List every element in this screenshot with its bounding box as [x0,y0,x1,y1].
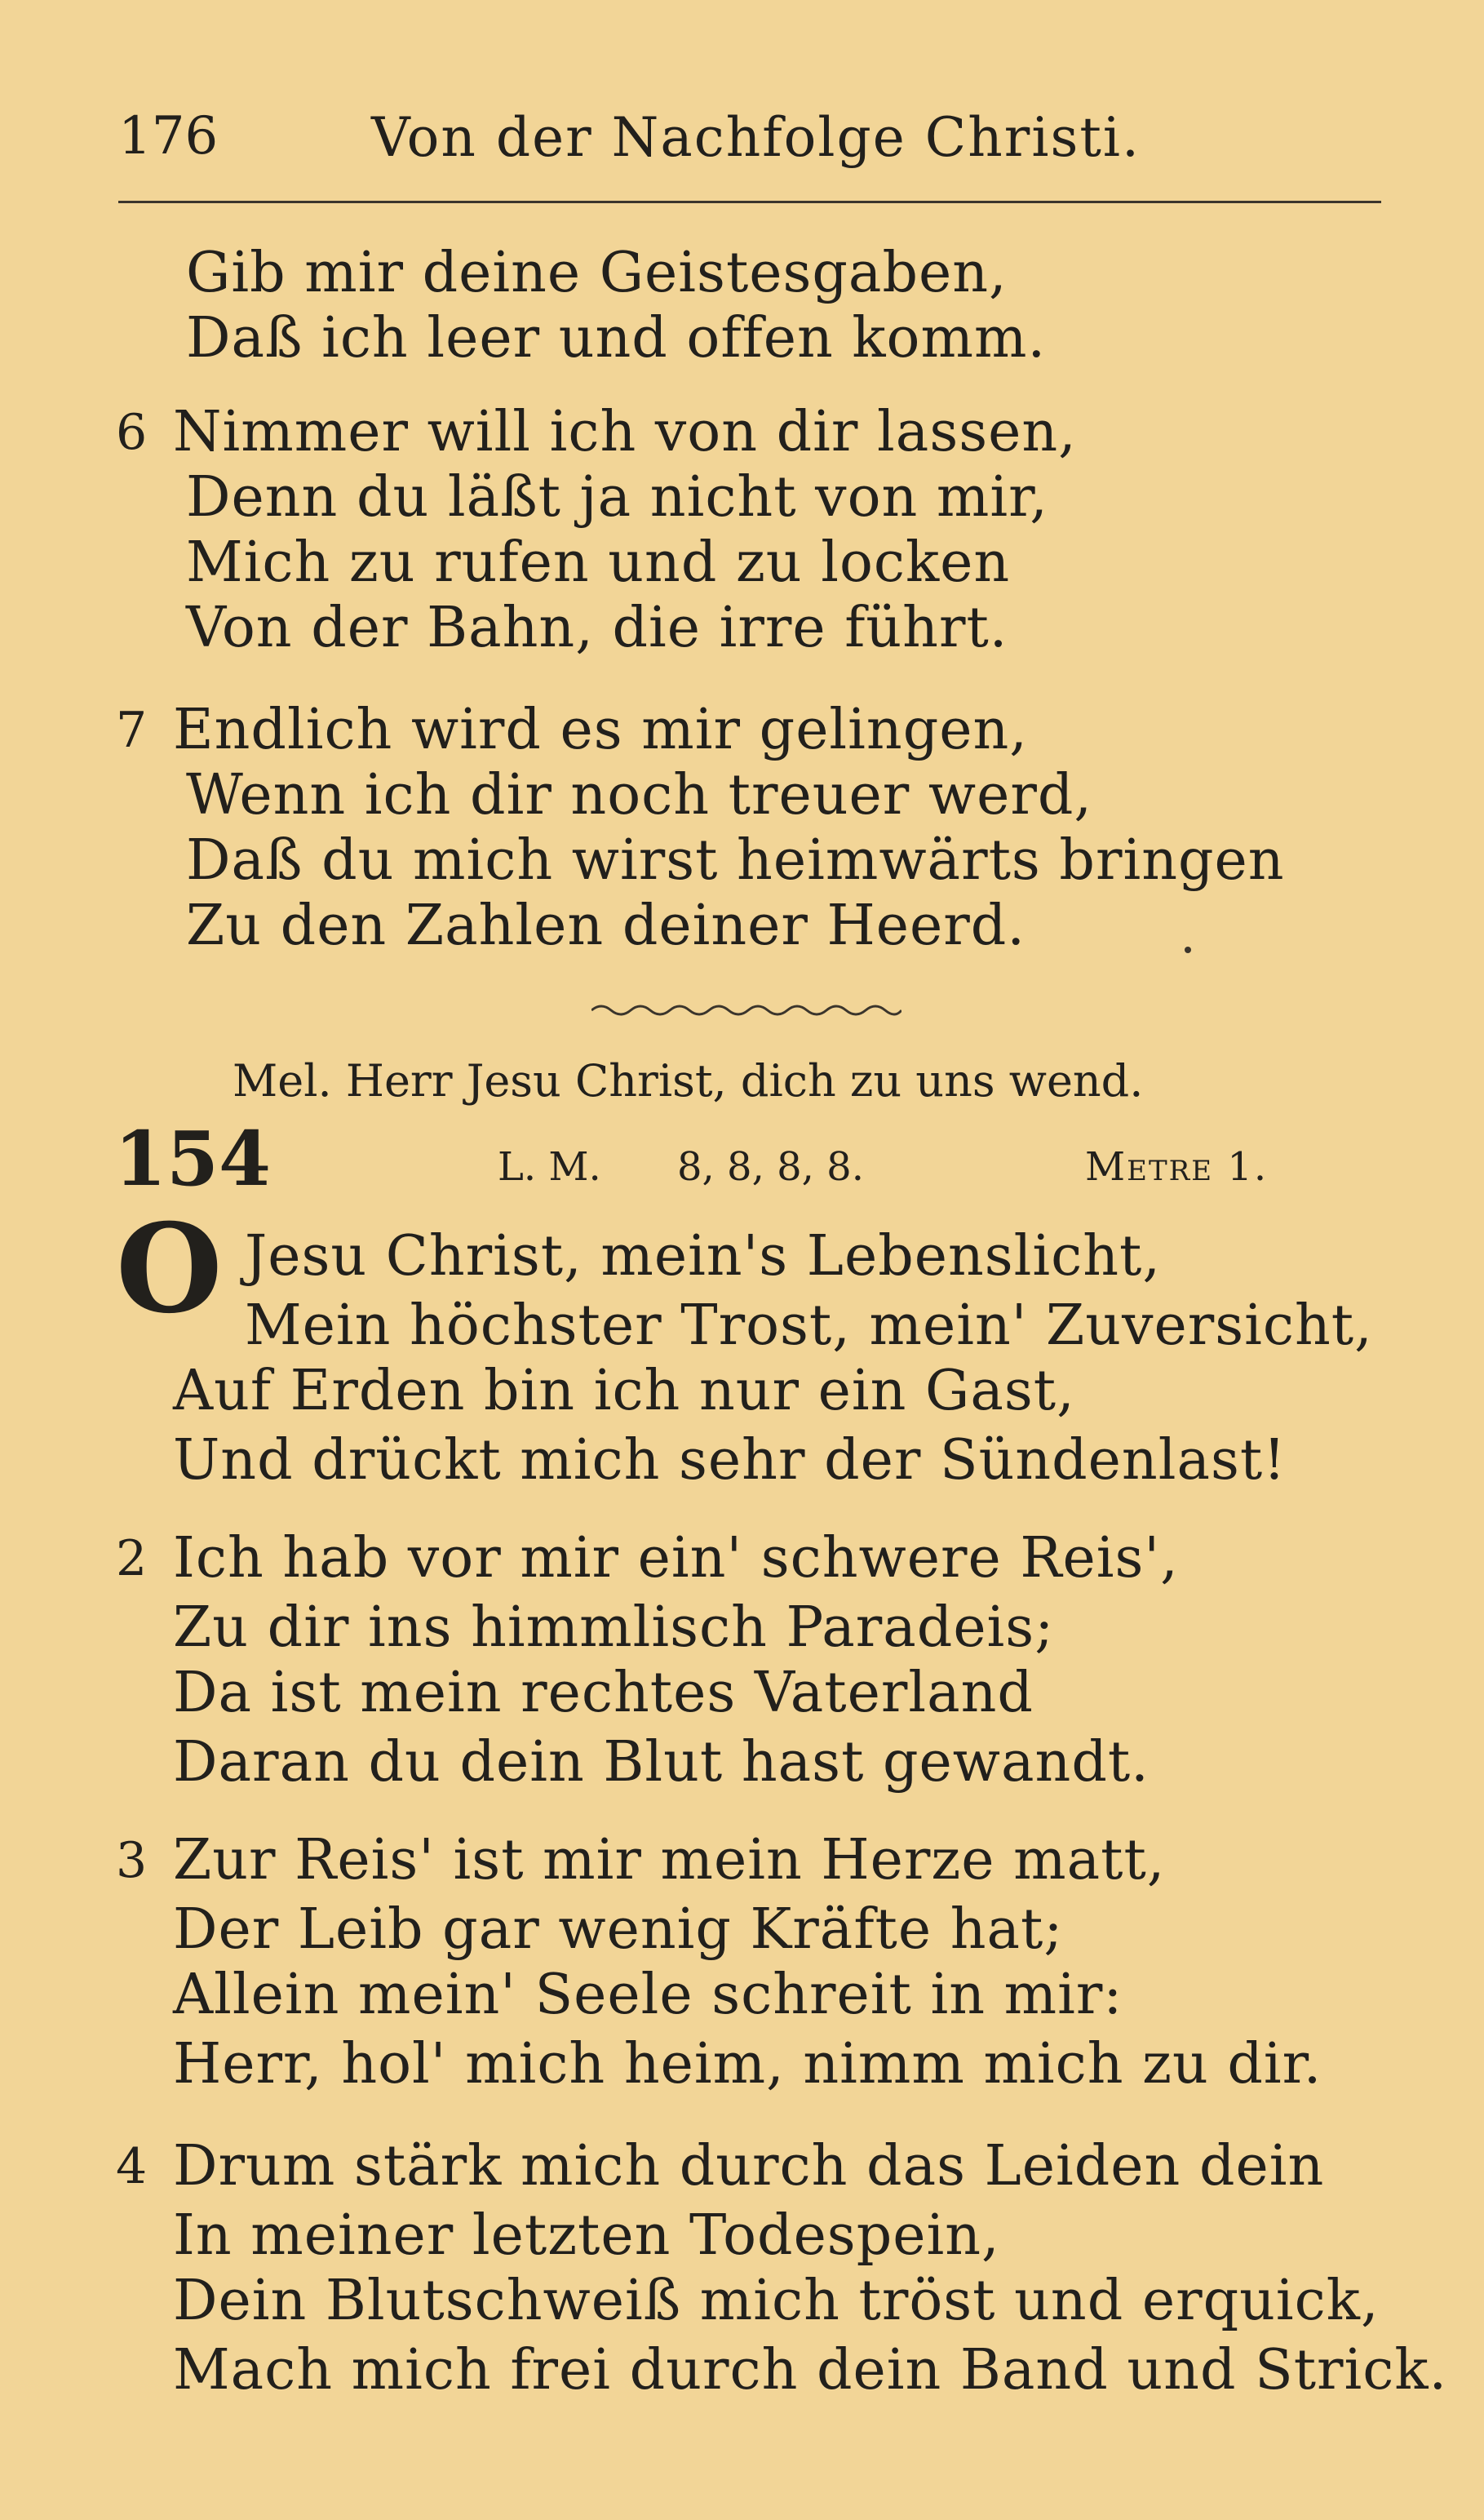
verse-line: Allein mein' Seele schreit in mir: [173,1963,1123,2027]
page-number: 176 [118,106,219,166]
drop-cap: O [116,1197,223,1341]
verse-number: 3 [116,1832,148,1889]
verse-number: 7 [116,702,148,759]
verse-line: Endlich wird es mir gelingen, [173,698,1028,762]
running-head: Von der Nachfolge Christi. [371,106,1141,169]
wave-ornament-icon [591,1002,901,1018]
verse-line: Mich zu rufen und zu locken [186,530,1011,595]
hymn-number: 154 [114,1115,272,1203]
verse-line: Jesu Christ, mein's Lebenslicht, [245,1224,1161,1289]
verse-number: 4 [116,2138,148,2195]
verse-line: Gib mir deine Geistesgaben, [186,241,1008,305]
verse-line: Mein höchster Trost, mein' Zuversicht, [245,1293,1373,1358]
verse-number: 6 [116,404,148,461]
verse-line: Zu den Zahlen deiner Heerd. [186,894,1026,958]
verse-line: Daß du mich wirst heimwärts bringen [186,828,1285,893]
verse-line: Nimmer will ich von dir lassen, [173,400,1077,464]
verse-line: Dein Blutschweiß mich tröst und erquick, [173,2269,1380,2333]
header-rule [118,201,1381,203]
verse-line: Herr, hol' mich heim, nimm mich zu dir. [173,2032,1322,2096]
verse-line: Der Leib gar wenig Kräfte hat; [173,1897,1064,1962]
verse-number: 2 [116,1530,148,1587]
verse-line: Ich hab vor mir ein' schwere Reis', [173,1526,1179,1591]
meter-numbers: 8, 8, 8, 8. [677,1144,864,1190]
verse-line: In meiner letzten Todespein, [173,2203,1000,2268]
meter-label: L. M. [498,1144,601,1190]
verse-line: Zu dir ins himmlisch Paradeis; [173,1595,1055,1660]
melody-line: Mel. Herr Jesu Christ, dich zu uns wend. [233,1055,1144,1107]
verse-line: Mach mich frei durch dein Band und Strick. [173,2338,1448,2402]
verse-line: Zur Reis' ist mir mein Herze matt, [173,1828,1166,1892]
verse-line: Auf Erden bin ich nur ein Gast, [173,1359,1075,1423]
verse-line: Von der Bahn, die irre führt. [186,596,1008,660]
verse-line: Daß ich leer und offen komm. [186,306,1047,370]
verse-line: Denn du läßt ja nicht von mir, [186,465,1048,530]
page-header [118,106,1383,188]
verse-line: Da ist mein rechtes Vaterland [173,1661,1034,1725]
metre-label: Metre 1. [1085,1144,1269,1190]
print-speck [1185,947,1191,953]
verse-line: Und drückt mich sehr der Sündenlast! [173,1428,1287,1493]
verse-line: Daran du dein Blut hast gewandt. [173,1730,1150,1795]
verse-line: Drum stärk mich durch das Leiden dein [173,2134,1325,2198]
verse-line: Wenn ich dir noch treuer werd, [186,763,1092,827]
